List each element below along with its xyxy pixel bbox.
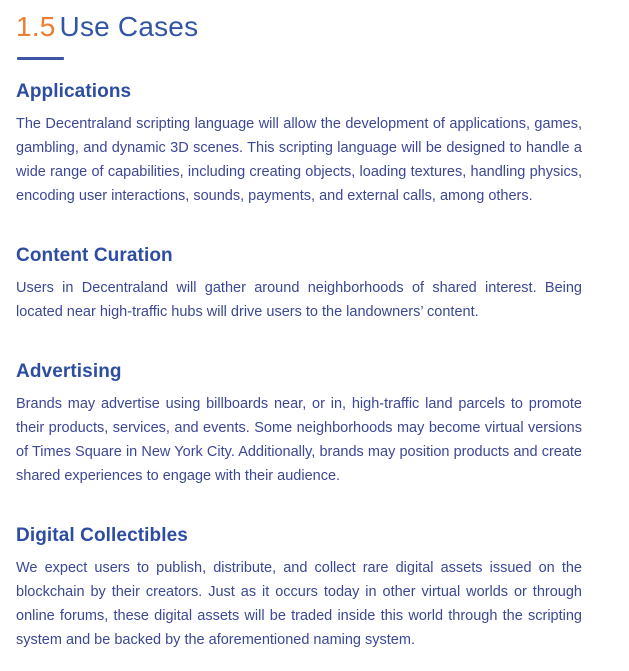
subsection-paragraph: We expect users to publish, distribute, and collect rare digital assets issued on the blockchain by their creators. Just as it occurs today in other virtual worlds or through online forums, these digital assets will be traded inside this world through the scripting system and be backed by the aforementioned naming system. (16, 559, 582, 648)
subsection-paragraph: The Decentraland scripting language will allow the development of applications, games, gambling, and dynamic 3D scenes. This scripting language will be designed to handle a wide range of capabilities, including creating objects, loading textures, handling physics, encoding user interactions, sounds, payments, and external calls, among others. (16, 115, 582, 204)
section-title: Use Cases (59, 11, 199, 42)
subsection-heading: Digital Collectibles (16, 524, 188, 546)
subsection-paragraph: Brands may advertise using billboards near, or in, high-traffic land parcels to promote their products, services, and events. Some neighborhoods may become virtual versions of Times Square in New York City. Additionally, brands may position products and create shared experiences to engage with their audience. (16, 395, 582, 484)
subsection-advertising (16, 361, 582, 488)
subsection-applications (16, 81, 582, 208)
subsection-paragraph: Users in Decentraland will gather around neighborhoods of shared interest. Being located near high-traffic hubs will drive users to the landowners’ content. (16, 279, 582, 320)
subsection-heading: Advertising (16, 360, 122, 382)
section-number: 1.5 (16, 11, 56, 42)
subsection-heading: Applications (16, 80, 132, 102)
page-title (16, 12, 582, 43)
subsection-content-curation (16, 245, 582, 324)
title-underline-rule (17, 57, 64, 60)
subsection-heading: Content Curation (16, 244, 173, 266)
subsection-digital-collectibles (16, 525, 582, 652)
